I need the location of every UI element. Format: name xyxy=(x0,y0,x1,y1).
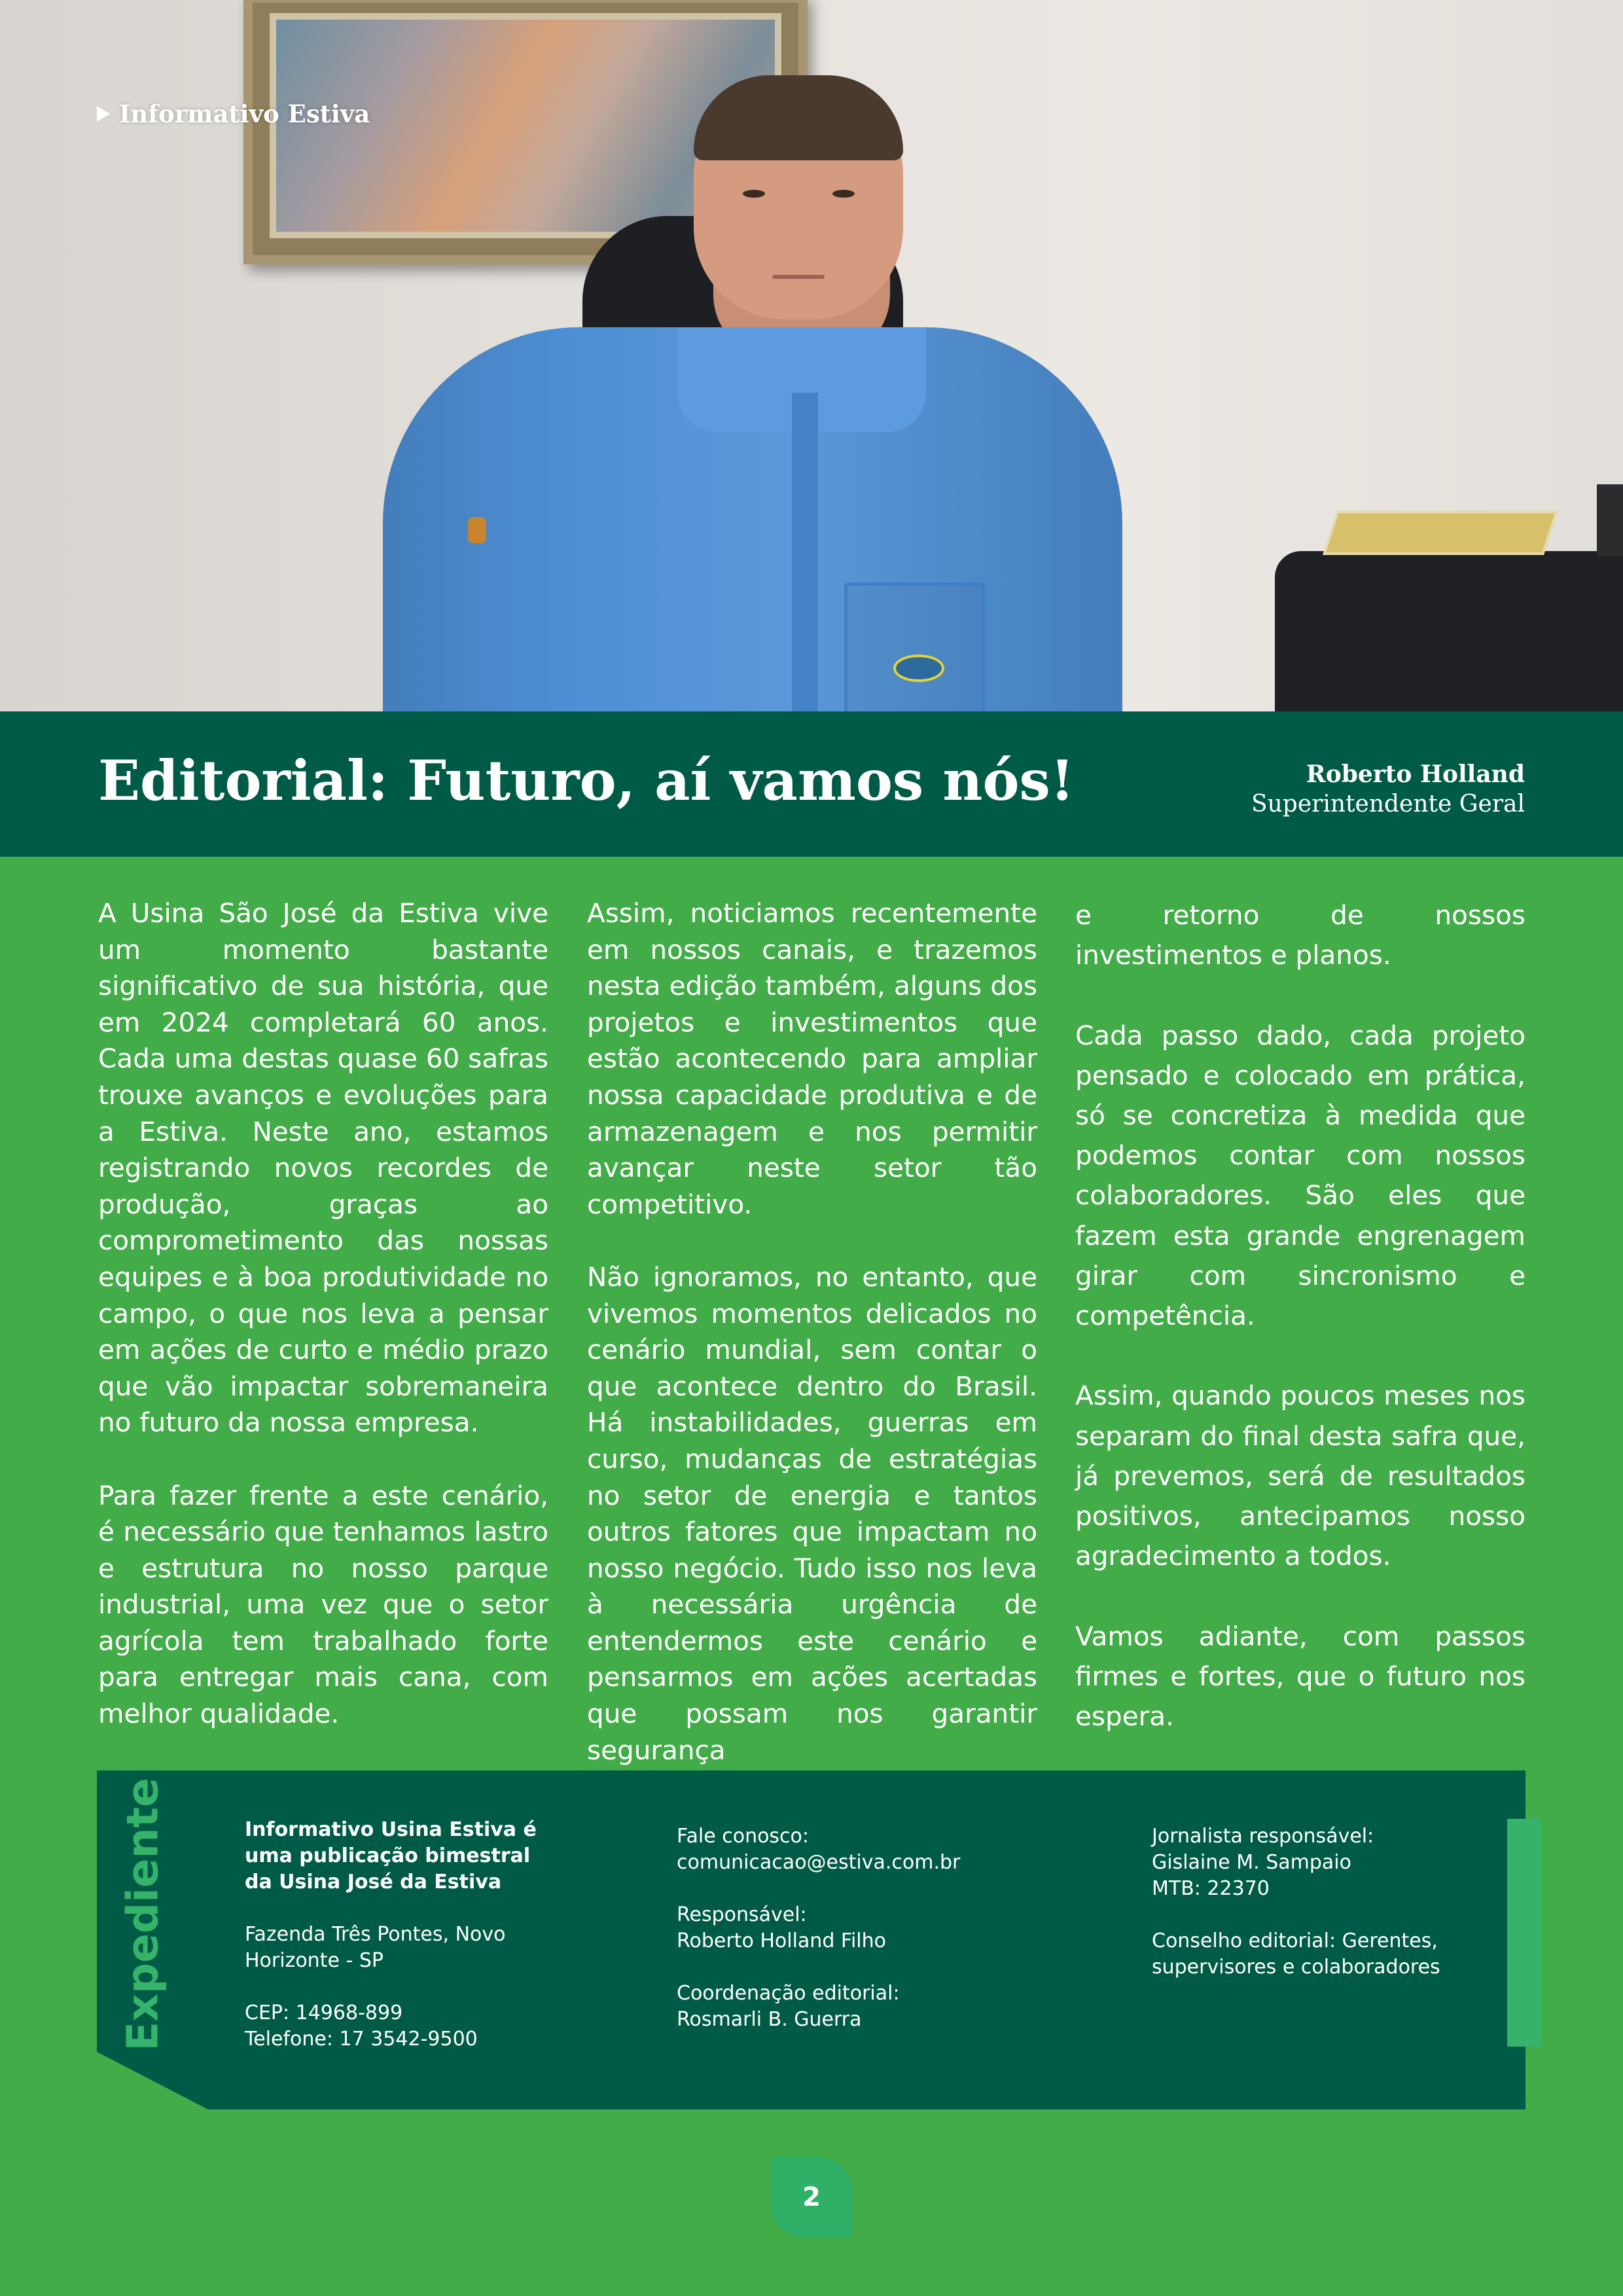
coordination-name: Rosmarli B. Guerra xyxy=(677,2008,862,2031)
journalist-name: Gislaine M. Sampaio xyxy=(1152,1851,1351,1874)
page-number: 2 xyxy=(771,2157,852,2238)
expediente-credits xyxy=(1152,1823,1440,1981)
yellow-box xyxy=(1323,511,1558,555)
editorial-board: supervisores e colaboradores xyxy=(1152,1956,1440,1979)
expediente-contacts xyxy=(677,1823,960,2033)
phone: Telefone: 17 3542-9500 xyxy=(245,2028,478,2051)
text-column-1 xyxy=(98,895,548,1768)
publication-line: da Usina José da Estiva xyxy=(245,1871,502,1893)
paragraph: Assim, noticiamos recentemente em nossos canais, e trazemos nesta edição também, alguns dos projetos e investimentos que estão acontecendo para ampliar nossa capacidade produtiva e de armazenagem e nos permitir avançar neste setor tão competitivo. xyxy=(587,897,1037,1220)
expediente-accent-bar xyxy=(1507,1819,1541,2047)
person-mouth xyxy=(772,275,825,279)
desk-object xyxy=(1597,484,1623,556)
office-chair-right xyxy=(1275,551,1623,711)
paragraph: Para fazer frente a este cenário, é necessário que tenhamos lastro e estrutura no nosso parque industrial, uma vez que o setor agrícola tem trabalhado forte para entregar mais cana, com melhor qualidade. xyxy=(98,1479,548,1730)
expediente-title-text: Expediente xyxy=(117,1778,168,2051)
paragraph: e retorno de nossos investimentos e planos. xyxy=(1075,899,1525,971)
shirt-placket xyxy=(792,393,818,711)
paragraph: A Usina São José da Estiva vive um momento bastante significativo de sua história, que em 2024 completará 60 anos. Cada uma destas quase 60 safras trouxe avanços e evoluções para a Estiva. Neste ano, estamos registrando novos recordes de produção, graças ao comprometimento das nossas equipes e à boa produtividade no campo, o que nos leva a pensar em ações de curto e médio prazo que vão impactar sobremaneira no futuro da nossa empresa. xyxy=(98,897,548,1439)
author-role: Superintendente Geral xyxy=(1251,791,1525,817)
person-eye-left xyxy=(743,190,765,198)
shirt-pocket xyxy=(844,583,985,711)
journalist-label: Jornalista responsável: xyxy=(1152,1825,1374,1848)
paragraph: Cada passo dado, cada projeto pensado e colocado em prática, só se concretiza à medida que podemos contar com nossos colaboradores. São eles que fazem esta grande engrenagem girar com sincronismo e competência. xyxy=(1075,1019,1525,1332)
sleeve-patch-icon xyxy=(468,517,486,543)
author-name: Roberto Holland xyxy=(1306,761,1525,788)
expediente-title xyxy=(97,1770,188,2058)
publication-line: uma publicação bimestral xyxy=(245,1844,531,1867)
responsible-label: Responsável: xyxy=(677,1903,807,1926)
author-block xyxy=(1251,759,1525,819)
address-line: Fazenda Três Pontes, Novo xyxy=(245,1923,506,1946)
paragraph: Não ignoramos, no entanto, que vivemos momentos delicados no cenário mundial, sem contar o que acontece dentro do Brasil. Há instabilidades, guerras em curso, mudanças de estratégias no setor de energia e tantos outros fatores que impactam no nosso negócio. Tudo isso nos leva à necessária urgência de entendermos este cenário e pensarmos em ações acertadas que possam nos garantir segurança xyxy=(587,1261,1037,1766)
publication-line: Informativo Usina Estiva é xyxy=(245,1818,537,1841)
address-line: Horizonte - SP xyxy=(245,1949,383,1972)
contact-label: Fale conosco: xyxy=(677,1825,810,1848)
paragraph: Assim, quando poucos meses nos separam do final desta safra que, já prevemos, será de resultados positivos, antecipamos nosso agradecimento a todos. xyxy=(1075,1380,1525,1572)
section-label-text: Informativo Estiva xyxy=(119,99,370,128)
editorial-board: Conselho editorial: Gerentes, xyxy=(1152,1929,1438,1952)
coordination-label: Coordenação editorial: xyxy=(677,1982,900,2005)
estiva-logo-icon xyxy=(893,655,944,682)
play-triangle-icon xyxy=(97,106,110,122)
text-column-2 xyxy=(587,895,1037,1805)
contact-email[interactable]: comunicacao@estiva.com.br xyxy=(677,1851,961,1874)
text-column-3 xyxy=(1075,895,1525,1776)
paragraph: Vamos adiante, com passos firmes e fortes, que o futuro nos espera. xyxy=(1075,1620,1525,1732)
editorial-title: Editorial: Futuro, aí vamos nós! xyxy=(98,748,1075,813)
person-eye-right xyxy=(832,190,855,198)
cep: CEP: 14968-899 xyxy=(245,2001,403,2024)
section-label xyxy=(97,99,370,128)
mtb-number: MTB: 22370 xyxy=(1152,1877,1270,1900)
expediente-publication-info xyxy=(245,1817,537,2053)
responsible-name: Roberto Holland Filho xyxy=(677,1929,887,1952)
